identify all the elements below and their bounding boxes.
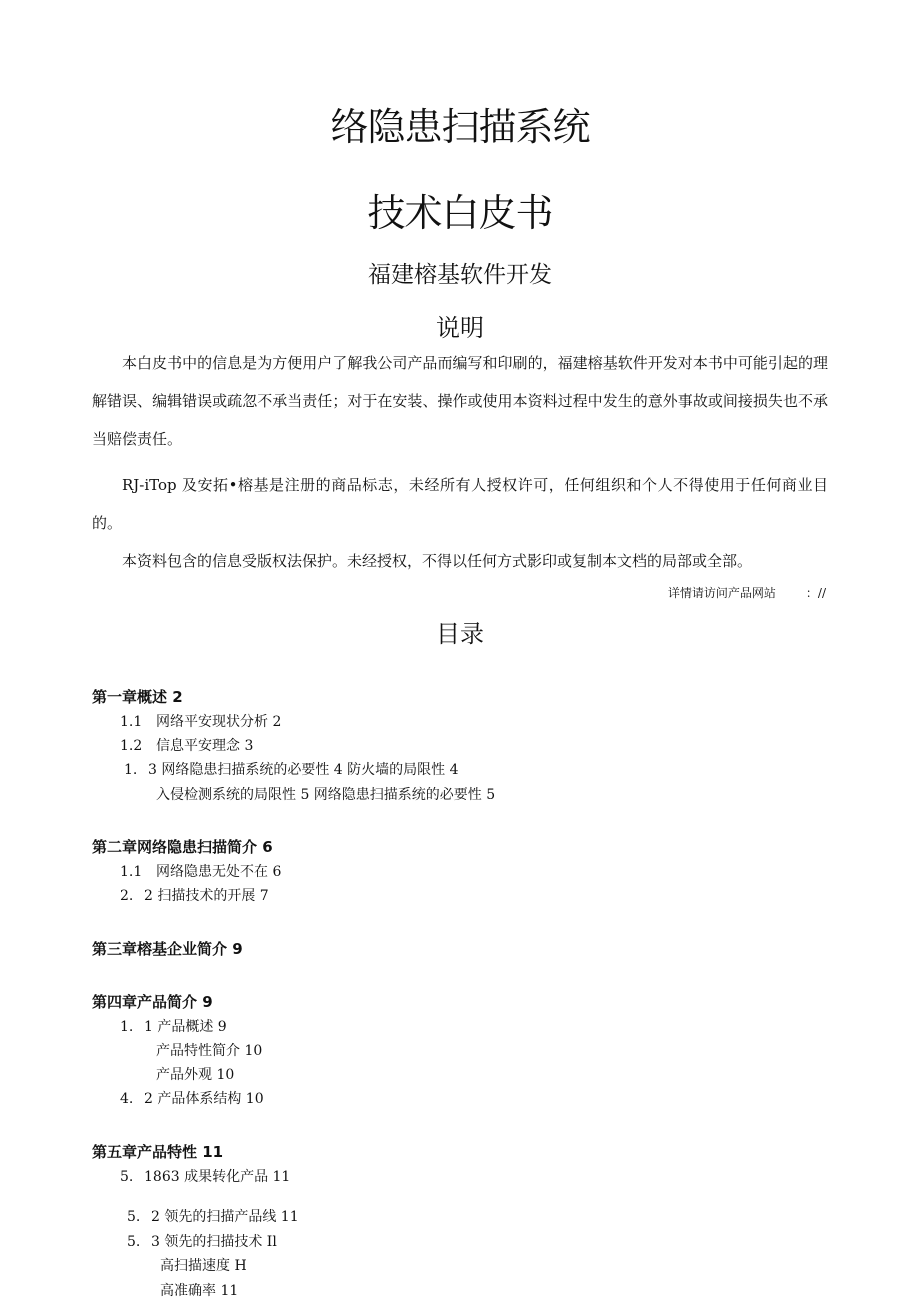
toc-item[interactable]: [120, 1088, 264, 1108]
toc-item[interactable]: [124, 759, 459, 779]
toc-item-number: 1.1: [120, 714, 143, 730]
toc-item[interactable]: [120, 735, 253, 755]
website-label: 详情请访问产品网站: [667, 586, 776, 600]
toc-item[interactable]: [120, 1166, 290, 1186]
toc-item-number: 1.: [124, 762, 138, 778]
notice-paragraph-3: 本资料包含的信息受版权法保护。未经授权，不得以任何方式影印或复制本文档的局部或全部。: [122, 552, 753, 570]
toc-item-text: 2 产品体系结构 10: [144, 1091, 264, 1107]
website-line: [668, 584, 826, 601]
toc-item-number: 1.: [120, 1019, 134, 1035]
toc-item-number: 1.1: [120, 864, 143, 880]
toc-item-text: 2 领先的扫描产品线 11: [151, 1209, 299, 1225]
toc-item-text: 2 扫描技术的开展 7: [144, 888, 269, 904]
toc-item-number: 5.: [127, 1234, 141, 1250]
notice-paragraph-2: RJ-iTop 及安拓•榕基是注册的商品标志，未经所有人授权许可，任何组织和个人不得使用于任何商业目的。: [92, 476, 828, 532]
toc-item-text: 高准确率 11: [160, 1283, 239, 1299]
toc-item[interactable]: [156, 1040, 262, 1060]
document-title: 络隐患扫描系统: [330, 105, 590, 149]
notice-paragraph-1: 本白皮书中的信息是为方便用户了解我公司产品而编写和印刷的，福建榕基软件开发对本书中可能引起的理解错误、编辑错误或疏忽不承当责任；对于在安装、操作或使用本资料过程中发生的意外事故或间接损失也不承当赔偿责任。: [92, 354, 828, 448]
notice-heading: 说明: [436, 314, 484, 342]
toc-item-number: 2.: [120, 888, 134, 904]
toc-item-text: 信息平安理念 3: [156, 738, 254, 754]
company-name: 福建榕基软件开发: [368, 262, 552, 288]
toc-item-number: 4.: [120, 1091, 134, 1107]
toc-item-text: 3 领先的扫描技术 Il: [151, 1234, 277, 1250]
toc-item[interactable]: [156, 784, 495, 804]
toc-item-text: 3 网络隐患扫描系统的必要性 4 防火墙的局限性 4: [148, 762, 459, 778]
toc-item-text: 入侵检测系统的局限性 5 网络隐患扫描系统的必要性 5: [156, 787, 496, 803]
toc-heading: 目录: [436, 620, 484, 648]
toc-item-text: 高扫描速度 H: [160, 1258, 247, 1274]
toc-item-number: 1.2: [120, 738, 143, 754]
toc-item-text: 1863 成果转化产品 11: [144, 1169, 291, 1185]
toc-item[interactable]: [120, 861, 281, 881]
toc-item[interactable]: [127, 1206, 299, 1226]
toc-item[interactable]: [127, 1231, 277, 1251]
toc-item-text: 产品外观 10: [156, 1067, 235, 1083]
toc-item-text: 网络隐患无处不在 6: [156, 864, 282, 880]
toc-item-text: 产品特性简介 10: [156, 1043, 263, 1059]
toc-item-text: 1 产品概述 9: [144, 1019, 227, 1035]
toc-chapter-3[interactable]: 第三章榕基企业简介 9: [92, 940, 243, 958]
website-link[interactable]: ：//: [805, 586, 826, 600]
toc-item[interactable]: [120, 1016, 227, 1036]
toc-chapter-5[interactable]: 第五章产品特性 11: [92, 1143, 224, 1161]
toc-item-text: 网络平安现状分析 2: [156, 714, 282, 730]
toc-chapter-4[interactable]: 第四章产品简介 9: [92, 993, 213, 1011]
toc-item[interactable]: [160, 1280, 238, 1300]
toc-chapter-2[interactable]: 第二章网络隐患扫描简介 6: [92, 838, 273, 856]
toc-item[interactable]: [120, 885, 269, 905]
toc-item-number: 5.: [120, 1169, 134, 1185]
toc-item-number: 5.: [127, 1209, 141, 1225]
toc-item[interactable]: [120, 711, 281, 731]
toc-item[interactable]: [160, 1255, 247, 1275]
toc-chapter-1[interactable]: 第一章概述 2: [92, 688, 183, 706]
document-subtitle: 技术白皮书: [367, 191, 553, 235]
toc-item[interactable]: [156, 1064, 234, 1084]
